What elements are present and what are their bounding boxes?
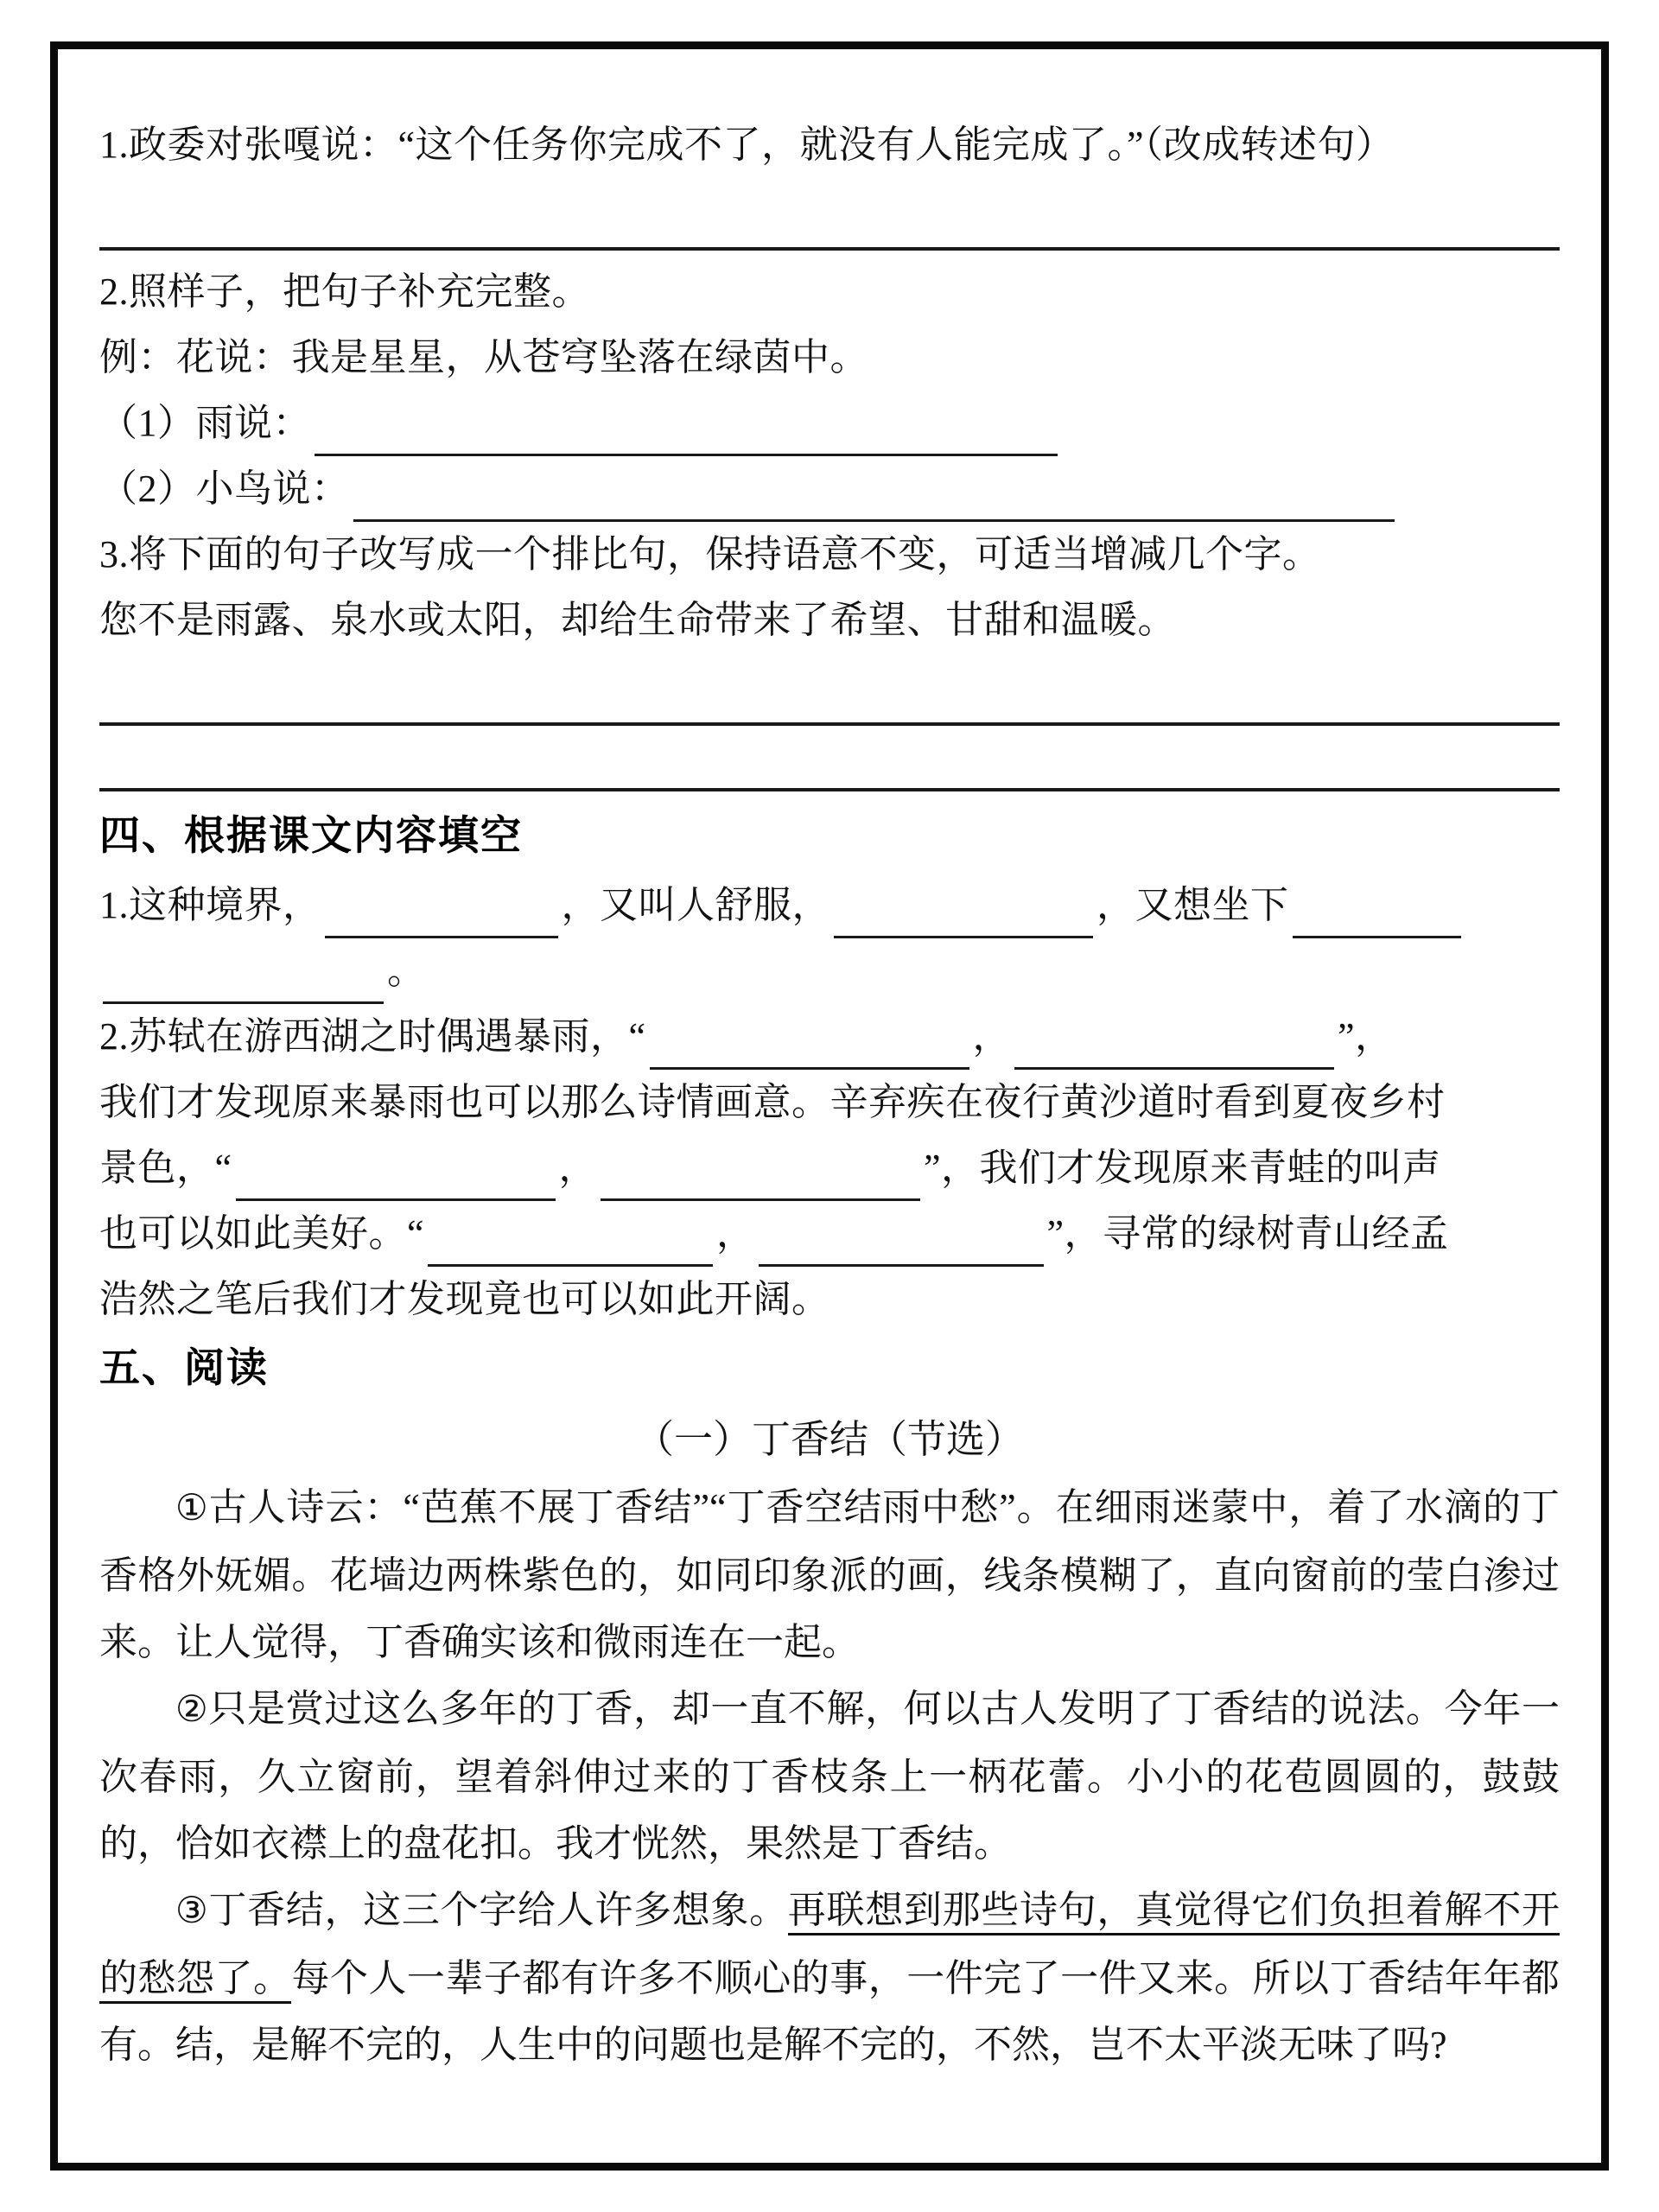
section-four-heading: [99, 800, 1560, 873]
s4-q1-blank-2[interactable]: [834, 893, 1093, 938]
s4-q1-blank-3[interactable]: [1293, 893, 1461, 938]
s4-q2-l2: 我们才发现原来暴雨也可以那么诗情画意。辛弃疾在夜行黄沙道时看到夏夜乡村: [99, 1081, 1446, 1123]
question-1-answer-line[interactable]: [99, 194, 1560, 259]
paragraph-3-underlined-text: 再联想到那些诗句，真觉得它们负担着解不开的愁怨了。: [99, 1889, 1560, 2004]
question-2-example-label: 例：花说：我是星星，从苍穹坠落在绿茵中。: [99, 336, 868, 378]
s4-q2-l1c: ”，: [1338, 1015, 1394, 1058]
s4-q2-blank-2[interactable]: [1014, 1024, 1334, 1070]
s4-q2-blank-1[interactable]: [650, 1024, 969, 1070]
passage-title: [99, 1405, 1560, 1474]
question-2-item-1-label: （1）雨说：: [99, 402, 311, 444]
worksheet-content: [99, 112, 1560, 2078]
paragraph-3-text-after: 每个人一辈子都有许多不顺心的事，一件完了一件又来。所以丁香结年年都有。结，是解不完的，人生中的问题也是解不完的，不然，岂不太平淡无味了吗?: [99, 1957, 1560, 2066]
passage-paragraph-3: [99, 1877, 1560, 2078]
question-1-label: 1.政委对张嘎说：“这个任务你完成不了，就没有人能完成了。”（改成转述句）: [99, 124, 1395, 166]
question-3-prompt-label: 3.将下面的句子改写成一个排比句，保持语意不变，可适当增减几个字。: [99, 533, 1321, 575]
answer-rule[interactable]: [99, 247, 1560, 251]
question-3-sentence: [99, 588, 1560, 653]
section-five-heading-label: 五、阅读: [99, 1346, 269, 1391]
s4-q2-blank-5[interactable]: [428, 1221, 713, 1267]
question-2-item-1-blank[interactable]: [315, 410, 1058, 456]
section-four-question-2-line-1: [99, 1004, 1560, 1070]
question-2-item-2-blank[interactable]: [353, 476, 1395, 522]
section-five-heading: [99, 1332, 1560, 1405]
question-2-prompt: [99, 259, 1560, 325]
paragraph-marker-1: ①: [175, 1489, 209, 1529]
question-3-sentence-label: 您不是雨露、泉水或太阳，却给生命带来了希望、甘甜和温暖。: [99, 599, 1176, 641]
s4-q1-blank-4[interactable]: [103, 958, 384, 1004]
passage-title-label: （一）丁香结（节选）: [634, 1418, 1024, 1461]
s4-q2-l3b: ，: [558, 1147, 598, 1189]
s4-q1-seg4-end: 。: [387, 950, 426, 992]
section-four-question-2-line-5: [99, 1267, 1560, 1332]
s4-q2-l3c: ”，我们才发现原来青蛙的叫声: [924, 1147, 1441, 1189]
s4-q2-l5: 浩然之笔后我们才发现竟也可以如此开阔。: [99, 1278, 830, 1320]
s4-q1-seg3: ，又想坐下: [1096, 884, 1289, 926]
question-2-prompt-label: 2.照样子，把句子补充完整。: [99, 270, 590, 313]
question-2-example: [99, 325, 1560, 391]
paragraph-marker-2: ②: [175, 1690, 209, 1730]
s4-q2-l4c: ”，寻常的绿树青山经孟: [1046, 1212, 1449, 1255]
section-four-question-2-line-4: [99, 1201, 1560, 1267]
s4-q2-blank-3[interactable]: [236, 1155, 556, 1201]
s4-q1-seg1: 1.这种境界，: [99, 884, 321, 926]
section-four-question-1-line-2: [99, 938, 1560, 1004]
question-2-item-2: [99, 456, 1560, 522]
answer-rule[interactable]: [99, 788, 1560, 791]
answer-rule[interactable]: [99, 722, 1560, 726]
paragraph-1-text: 古人诗云：“芭蕉不展丁香结”“丁香空结雨中愁”。在细雨迷蒙中，着了水滴的丁香格外妩媚。花墙边两株紫色的，如同印象派的画，线条模糊了，直向窗前的莹白渗过来。让人觉得，丁香确实该和微雨连在一起。: [99, 1486, 1560, 1663]
spacer: [99, 178, 1560, 194]
passage-paragraph-1: [99, 1474, 1560, 1675]
question-2-item-2-label: （2）小鸟说：: [99, 467, 350, 510]
s4-q2-l3a: 景色，“: [99, 1147, 232, 1189]
section-four-heading-label: 四、根据课文内容填空: [99, 814, 523, 859]
question-1-text: [99, 112, 1560, 178]
passage-paragraph-2: [99, 1675, 1560, 1877]
spacer: [99, 653, 1560, 669]
s4-q2-l1a: 2.苏轼在游西湖之时偶遇暴雨，“: [99, 1015, 646, 1058]
section-four-question-2-line-2: [99, 1070, 1560, 1135]
s4-q2-l4a: 也可以如此美好。“: [99, 1212, 425, 1255]
question-3-prompt: [99, 522, 1560, 588]
paragraph-2-text: 只是赏过这么多年的丁香，却一直不解，何以古人发明了丁香结的说法。今年一次春雨，久立窗前，望着斜伸过来的丁香枝条上一柄花蕾。小小的花苞圆圆的，鼓鼓的，恰如衣襟上的盘花扣。我才恍然，果然是丁香结。: [99, 1688, 1560, 1865]
section-four-question-1-line-1: [99, 873, 1560, 938]
section-four-question-2-line-3: [99, 1135, 1560, 1201]
question-3-answer-line-1[interactable]: [99, 669, 1560, 734]
s4-q1-seg2: ，又叫人舒服，: [561, 884, 830, 926]
question-2-item-1: [99, 391, 1560, 456]
s4-q2-l4b: ，: [716, 1212, 755, 1255]
s4-q2-blank-6[interactable]: [759, 1221, 1044, 1267]
s4-q1-blank-1[interactable]: [325, 893, 558, 938]
paragraph-marker-3: ③: [175, 1891, 209, 1931]
question-3-answer-line-2[interactable]: [99, 734, 1560, 800]
paragraph-3-text-before: 丁香结，这三个字给人许多想象。: [208, 1889, 788, 1931]
s4-q2-blank-4[interactable]: [601, 1155, 920, 1201]
s4-q2-l1b: ，: [972, 1015, 1012, 1058]
